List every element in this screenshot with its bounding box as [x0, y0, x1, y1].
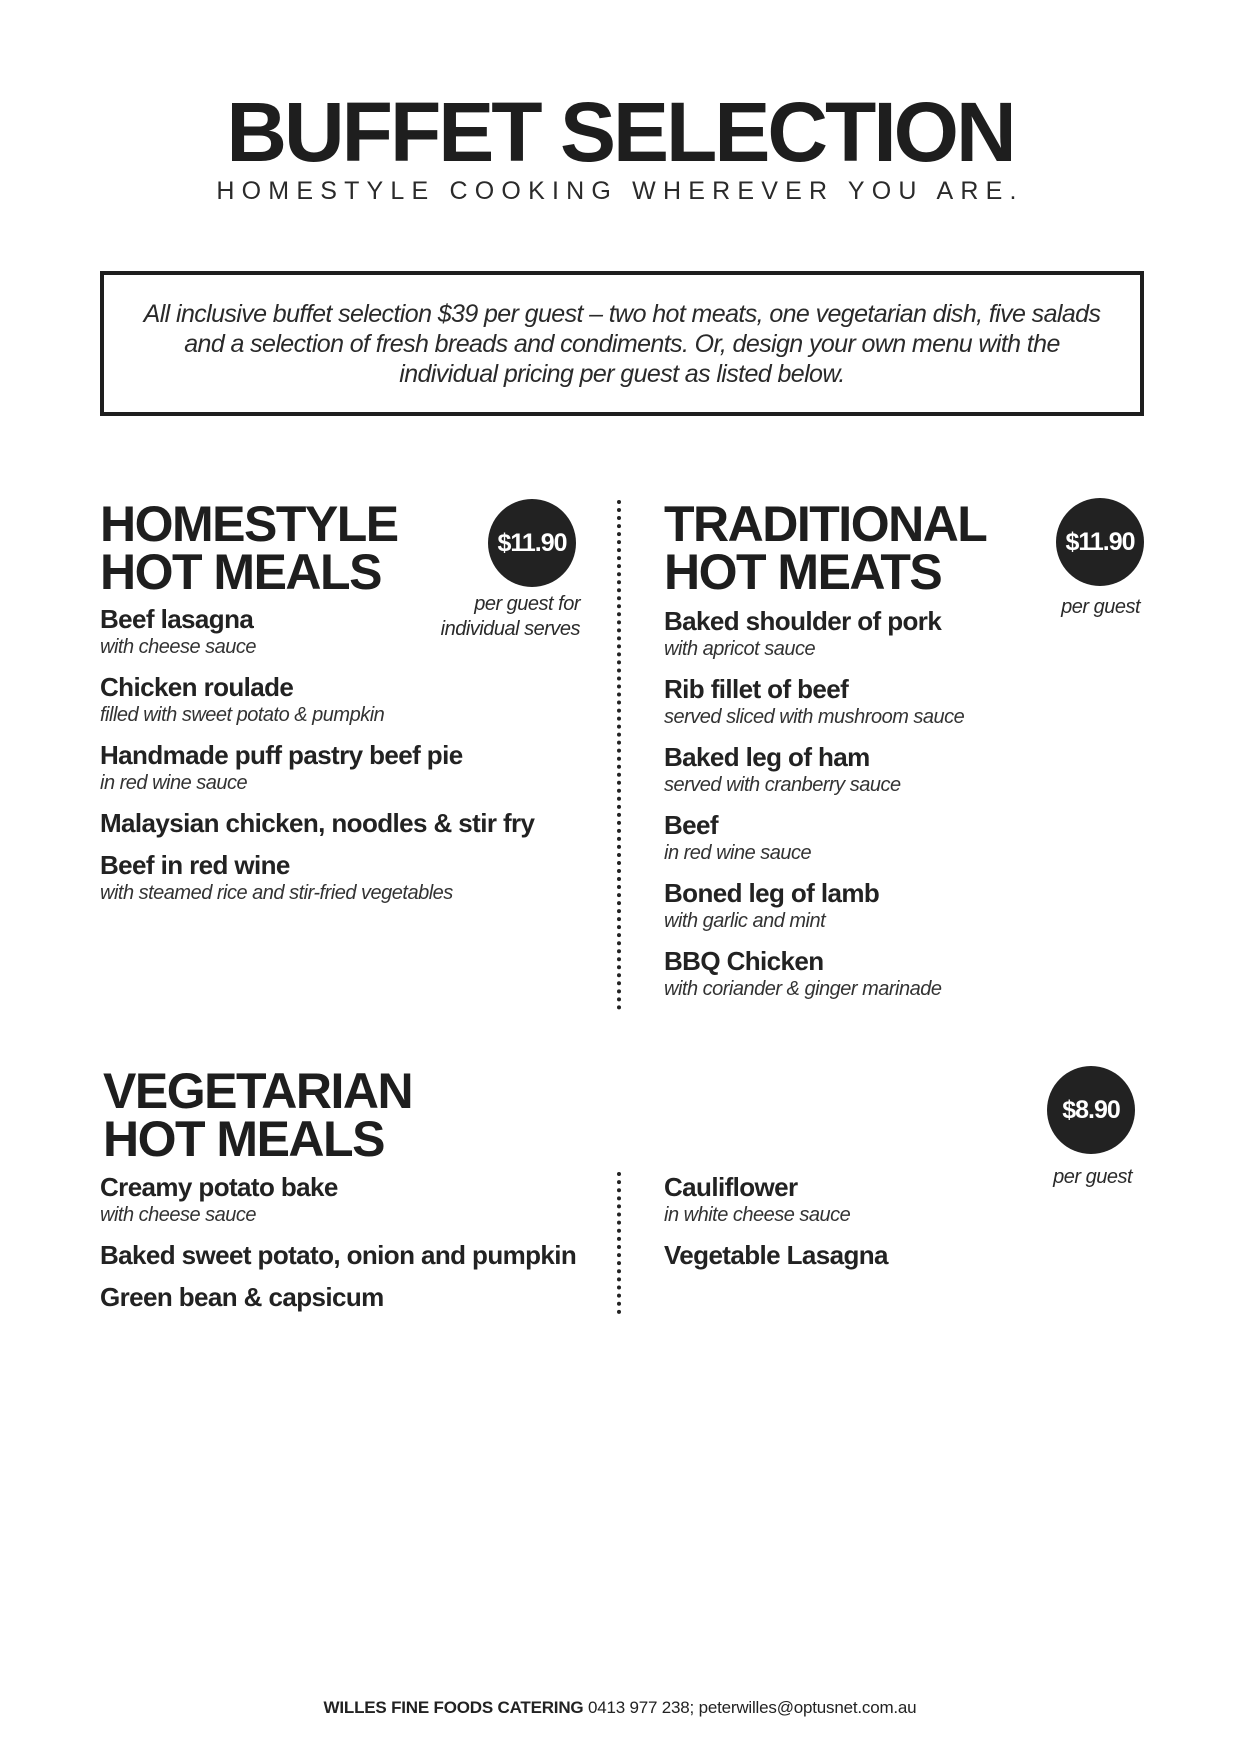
vegetarian-note: per guest: [1053, 1166, 1132, 1188]
menu-item: [664, 810, 1184, 866]
menu-item: [664, 1172, 1184, 1228]
vegetarian-price: $8.90: [1062, 1095, 1120, 1124]
page-title: BUFFET SELECTION: [226, 85, 1014, 179]
menu-item: [100, 672, 620, 728]
menu-item-name: Vegetable Lasagna: [664, 1240, 888, 1270]
menu-item-desc: with apricot sauce: [664, 638, 816, 660]
menu-item-name: Cauliflower: [664, 1172, 798, 1202]
menu-item: [664, 742, 1184, 798]
menu-item-name: Beef: [664, 810, 718, 840]
menu-item-desc: with steamed rice and stir-fried vegetables: [100, 882, 453, 904]
vegetarian-price-badge: [1047, 1066, 1135, 1154]
menu-item: [664, 878, 1184, 934]
menu-item-name: Beef lasagna: [100, 604, 254, 634]
menu-item-desc: in white cheese sauce: [664, 1204, 851, 1226]
homestyle-heading-line1: HOMESTYLE: [100, 496, 398, 552]
menu-item-name: Baked sweet potato, onion and pumpkin: [100, 1240, 577, 1270]
footer-contact: 0413 977 238; peterwilles@optusnet.com.au: [583, 1698, 917, 1717]
traditional-note: per guest: [1061, 596, 1140, 618]
homestyle-price: $11.90: [497, 528, 567, 557]
menu-item-desc: with garlic and mint: [664, 910, 826, 932]
menu-item-desc: in red wine sauce: [664, 842, 812, 864]
menu-item-name: Boned leg of lamb: [664, 878, 880, 908]
traditional-price-badge: [1056, 498, 1144, 586]
menu-item: [100, 604, 620, 660]
traditional-heading-line1: TRADITIONAL: [664, 496, 987, 552]
homestyle-heading-line2: HOT MEALS: [100, 544, 381, 600]
menu-item-desc: served with cranberry sauce: [664, 774, 901, 796]
intro-box: [100, 271, 1144, 416]
traditional-price: $11.90: [1065, 527, 1135, 556]
menu-item-desc: in red wine sauce: [100, 772, 248, 794]
homestyle-heading: [100, 496, 398, 600]
menu-item-name: Handmade puff pastry beef pie: [100, 740, 463, 770]
menu-item-name: Rib fillet of beef: [664, 674, 849, 704]
homestyle-item-list: [100, 604, 620, 918]
menu-item: [100, 850, 620, 906]
menu-item: [100, 1240, 620, 1270]
menu-item-name: Chicken roulade: [100, 672, 294, 702]
traditional-heading-line2: HOT MEATS: [664, 544, 942, 600]
homestyle-note-line1: per guest for: [474, 593, 580, 615]
menu-item: [664, 946, 1184, 1002]
vegetarian-heading-line1: VEGETARIAN: [103, 1063, 413, 1119]
traditional-heading: [664, 496, 987, 600]
column-divider: [617, 1172, 621, 1314]
menu-item: [664, 1240, 1184, 1270]
menu-item: [100, 740, 620, 796]
menu-item: [100, 1172, 620, 1228]
footer-company: WILLES FINE FOODS CATERING: [323, 1698, 584, 1717]
vegetarian-item-list-left: [100, 1172, 620, 1324]
menu-item-desc: filled with sweet potato & pumpkin: [100, 704, 385, 726]
menu-item-desc: with coriander & ginger marinade: [664, 978, 942, 1000]
menu-item-desc: with cheese sauce: [100, 1204, 257, 1226]
menu-item-name: Baked leg of ham: [664, 742, 870, 772]
intro-text: All inclusive buffet selection $39 per guest – two hot meats, one vegetarian dish, five salads and a selection of fresh breads and condiments. Or, design your own menu with the individual pricing per guest as listed below.: [143, 299, 1101, 388]
vegetarian-heading-line2: HOT MEALS: [103, 1111, 384, 1167]
column-divider: [617, 500, 621, 1010]
menu-item: [664, 606, 1184, 662]
menu-item-name: Creamy potato bake: [100, 1172, 338, 1202]
menu-item-name: Beef in red wine: [100, 850, 290, 880]
homestyle-price-badge: [488, 499, 576, 587]
homestyle-note-line2: individual serves: [440, 618, 580, 640]
menu-item-name: Green bean & capsicum: [100, 1282, 384, 1312]
menu-item-name: BBQ Chicken: [664, 946, 824, 976]
footer: [0, 1698, 1240, 1718]
menu-item-desc: with cheese sauce: [100, 636, 257, 658]
menu-item-desc: served sliced with mushroom sauce: [664, 706, 965, 728]
menu-item: [664, 674, 1184, 730]
menu-item: [100, 1282, 620, 1312]
vegetarian-item-list-right: [664, 1172, 1184, 1282]
menu-item-name: Baked shoulder of pork: [664, 606, 942, 636]
menu-item-name: Malaysian chicken, noodles & stir fry: [100, 808, 535, 838]
traditional-item-list: [664, 606, 1184, 1014]
menu-item: [100, 808, 620, 838]
vegetarian-heading: [103, 1063, 413, 1167]
page-subtitle: HOMESTYLE COOKING WHEREVER YOU ARE.: [216, 177, 1024, 205]
